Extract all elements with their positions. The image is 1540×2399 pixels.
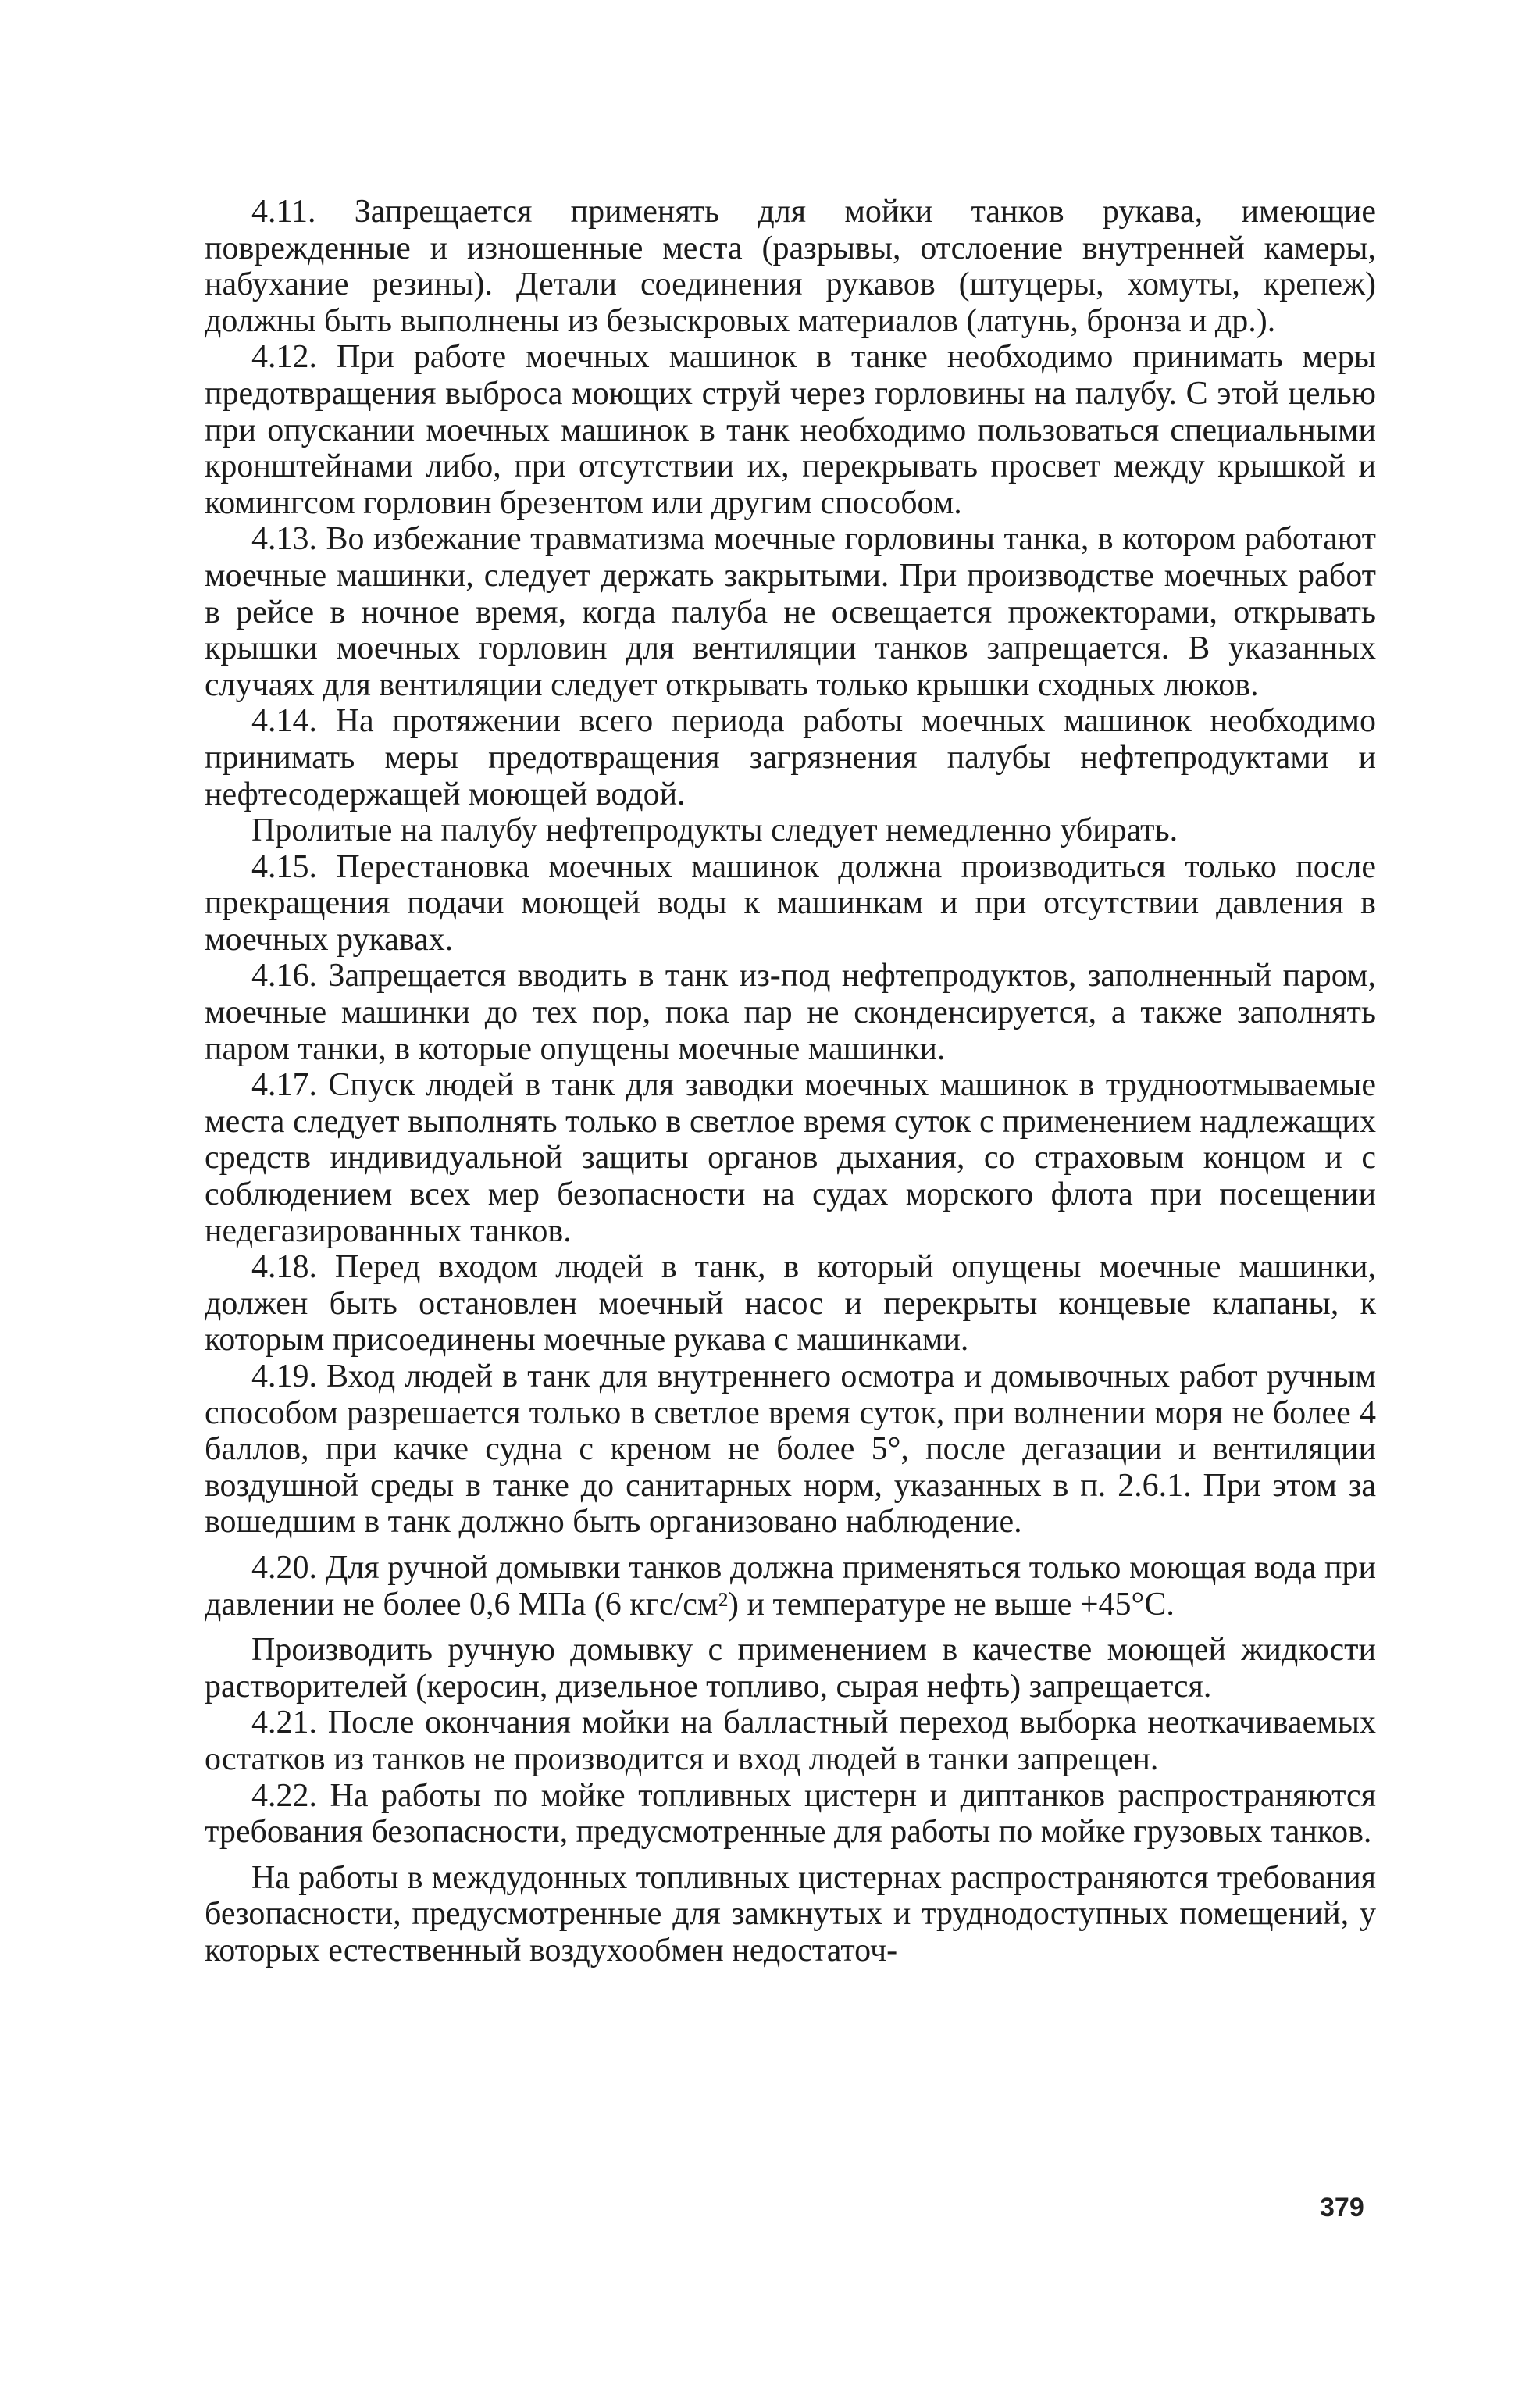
paragraph-spill-cleanup: Пролитые на палубу нефтепродукты следует немедленно убирать. bbox=[251, 812, 1178, 849]
paragraph-4-22: 4.22. На работы по мойке топливных цистерн и диптанков распространяются требования безопасности, предусмотренные для работы по мойке грузовых танков. bbox=[205, 1777, 1376, 1851]
paragraph-4-21: 4.21. После окончания мойки на балластный переход выборка неоткачиваемых остатков из танков не производится и вход людей в танки запрещен. bbox=[205, 1705, 1376, 1777]
paragraph-4-20: 4.20. Для ручной домывки танков должна применяться только моющая вода при давлении не более 0,6 МПа (6 кгс/см²) и температуре не выше +45°С. bbox=[205, 1549, 1376, 1623]
paragraph-solvent-ban: Производить ручную домывку с применением в качестве моющей жидкости растворителей (керосин, дизельное топливо, сырая нефть) запрещается. bbox=[205, 1632, 1376, 1705]
paragraph-4-17: 4.17. Спуск людей в танк для заводки моечных машинок в трудноотмываемые места следует выполнять только в светлое время суток с применением надлежащих средств индивидуальной защиты органов дыхания, со страховым концом и с соблюдением всех мер безопасности на судах морского флота при посещении недегазированных танков. bbox=[205, 1067, 1376, 1249]
paragraph-4-14: 4.14. На протяжении всего периода работы моечных машинок необходимо принимать меры предотвращения загрязнения палубы нефтепродуктами и нефтесодержащей моющей водой. bbox=[205, 703, 1376, 812]
paragraph-4-11: 4.11. Запрещается применять для мойки танков рукава, имеющие поврежденные и изношенные места (разрывы, отслоение внутренней камеры, набухание резины). Детали соединения рукавов (штуцеры, хомуты, крепеж) должны быть выполнены из безыскровых материалов (латунь, бронза и др.). bbox=[205, 194, 1376, 339]
paragraph-double-bottom-tanks: На работы в междудонных топливных цистернах распространяются требования безопасности, предусмотренные для замкнутых и труднодоступных помещений, у которых естественный воздухообмен недостаточ- bbox=[205, 1859, 1376, 1969]
paragraph-4-18: 4.18. Перед входом людей в танк, в который опущены моечные машинки, должен быть остановлен моечный насос и перекрыты концевые клапаны, к которым присоединены моечные рукава с машинками. bbox=[205, 1249, 1376, 1358]
paragraph-4-16: 4.16. Запрещается вводить в танк из-под нефтепродуктов, заполненный паром, моечные машинки до тех пор, пока пар не сконденсируется, а также заполнять паром танки, в которые опущены моечные машинки. bbox=[205, 958, 1376, 1067]
paragraph-4-12: 4.12. При работе моечных машинок в танке необходимо принимать меры предотвращения выброса моющих струй через горловины на палубу. С этой целью при опускании моечных машинок в танк необходимо пользоваться специальными кронштейнами либо, при отсутствии их, перекрывать просвет между крышкой и комингсом горловин брезентом или другим способом. bbox=[205, 339, 1376, 521]
page-number: 379 bbox=[1320, 2193, 1364, 2222]
paragraph-4-19: 4.19. Вход людей в танк для внутреннего осмотра и домывочных работ ручным способом разрешается только в светлое время суток, при волнении моря не более 4 баллов, при качке судна с креном не более 5°, после дегазации и вентиляции воздушной среды в танке до санитарных норм, указанных в п. 2.6.1. При этом за вошедшим в танк должно быть организовано наблюдение. bbox=[205, 1358, 1376, 1540]
paragraph-4-15: 4.15. Перестановка моечных машинок должна производиться только после прекращения подачи моющей воды к машинкам и при отсутствии давления в моечных рукавах. bbox=[205, 848, 1376, 958]
paragraph-4-13: 4.13. Во избежание травматизма моечные горловины танка, в котором работают моечные машинки, следует держать закрытыми. При производстве моечных работ в рейсе в ночное время, когда палуба не освещается прожекторами, открывать крышки моечных горловин для вентиляции танков запрещается. В указанных случаях для вентиляции следует открывать только крышки сходных люков. bbox=[205, 521, 1376, 703]
body-text bbox=[205, 194, 1376, 1969]
